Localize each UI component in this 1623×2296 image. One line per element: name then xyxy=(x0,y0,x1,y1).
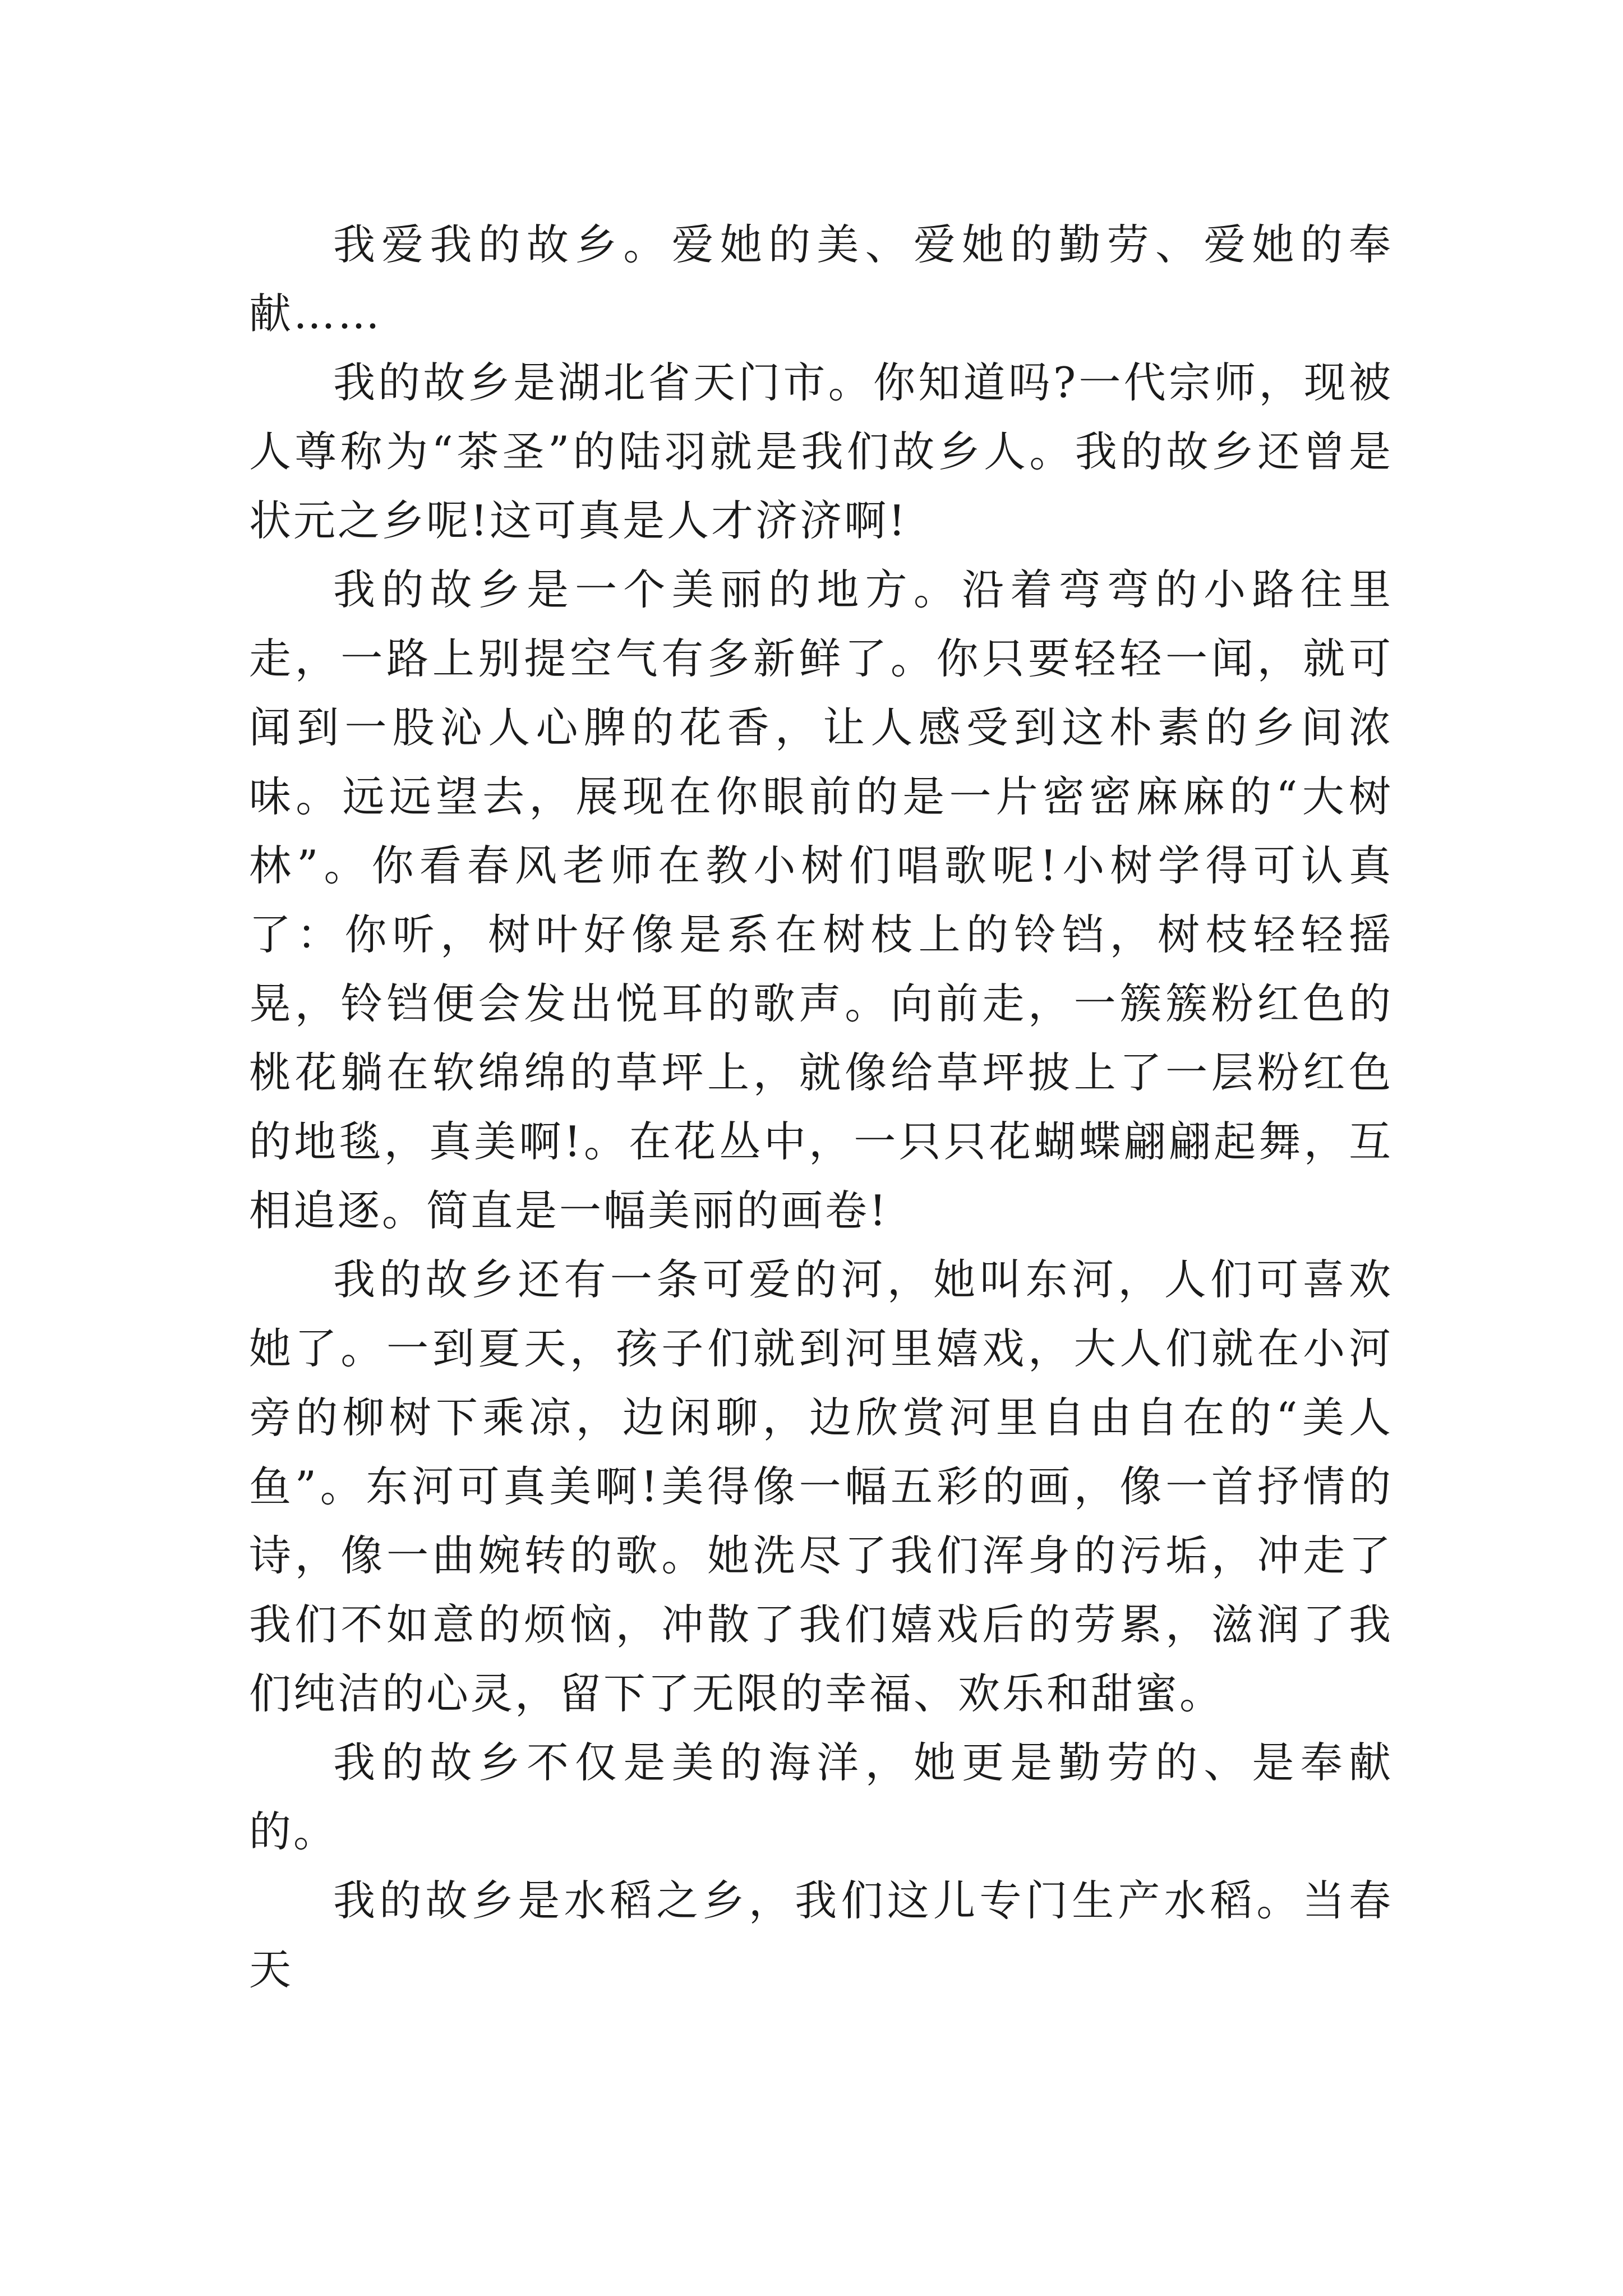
paragraph-6: 我的故乡是水稻之乡，我们这儿专门生产水稻。当春天 xyxy=(249,1876,1393,1994)
paragraph-4: 我的故乡还有一条可爱的河，她叫东河，人们可喜欢她了。一到夏天，孩子们就到河里嬉戏，大人们就在小河旁的柳树下乘凉，边闲聊，边欣赏河里自由自在的“美人鱼”。东河可真美啊!美得像一幅五彩的画，像一首抒情的诗，像一曲婉转的歌。她洗尽了我们浑身的污垢，冲走了我们不如意的烦恼，冲散了我们嬉戏后的劳累，滋润了我们纯洁的心灵，留下了无限的幸福、欢乐和甜蜜。 xyxy=(249,1255,1393,1718)
paragraph-2: 我的故乡是湖北省天门市。你知道吗?一代宗师，现被人尊称为“茶圣”的陆羽就是我们故乡人。我的故乡还曾是状元之乡呢!这可真是人才济济啊! xyxy=(249,358,1393,545)
paragraph-5: 我的故乡不仅是美的海洋，她更是勤劳的、是奉献的。 xyxy=(249,1738,1393,1856)
paragraph-1: 我爱我的故乡。爱她的美、爱她的勤劳、爱她的奉献…… xyxy=(249,220,1393,338)
paragraph-3: 我的故乡是一个美丽的地方。沿着弯弯的小路往里走，一路上别提空气有多新鲜了。你只要轻轻一闻，就可闻到一股沁人心脾的花香，让人感受到这朴素的乡间浓味。远远望去，展现在你眼前的是一片密密麻麻的“大树林”。你看春风老师在教小树们唱歌呢!小树学得可认真了：你听，树叶好像是系在树枝上的铃铛，树枝轻轻摇晃，铃铛便会发出悦耳的歌声。向前走，一簇簇粉红色的桃花躺在软绵绵的草坪上，就像给草坪披上了一层粉红色的地毯，真美啊!。在花丛中，一只只花蝴蝶翩翩起舞，互相追逐。简直是一幅美丽的画卷! xyxy=(249,565,1393,1235)
essay-body xyxy=(249,210,1393,2004)
